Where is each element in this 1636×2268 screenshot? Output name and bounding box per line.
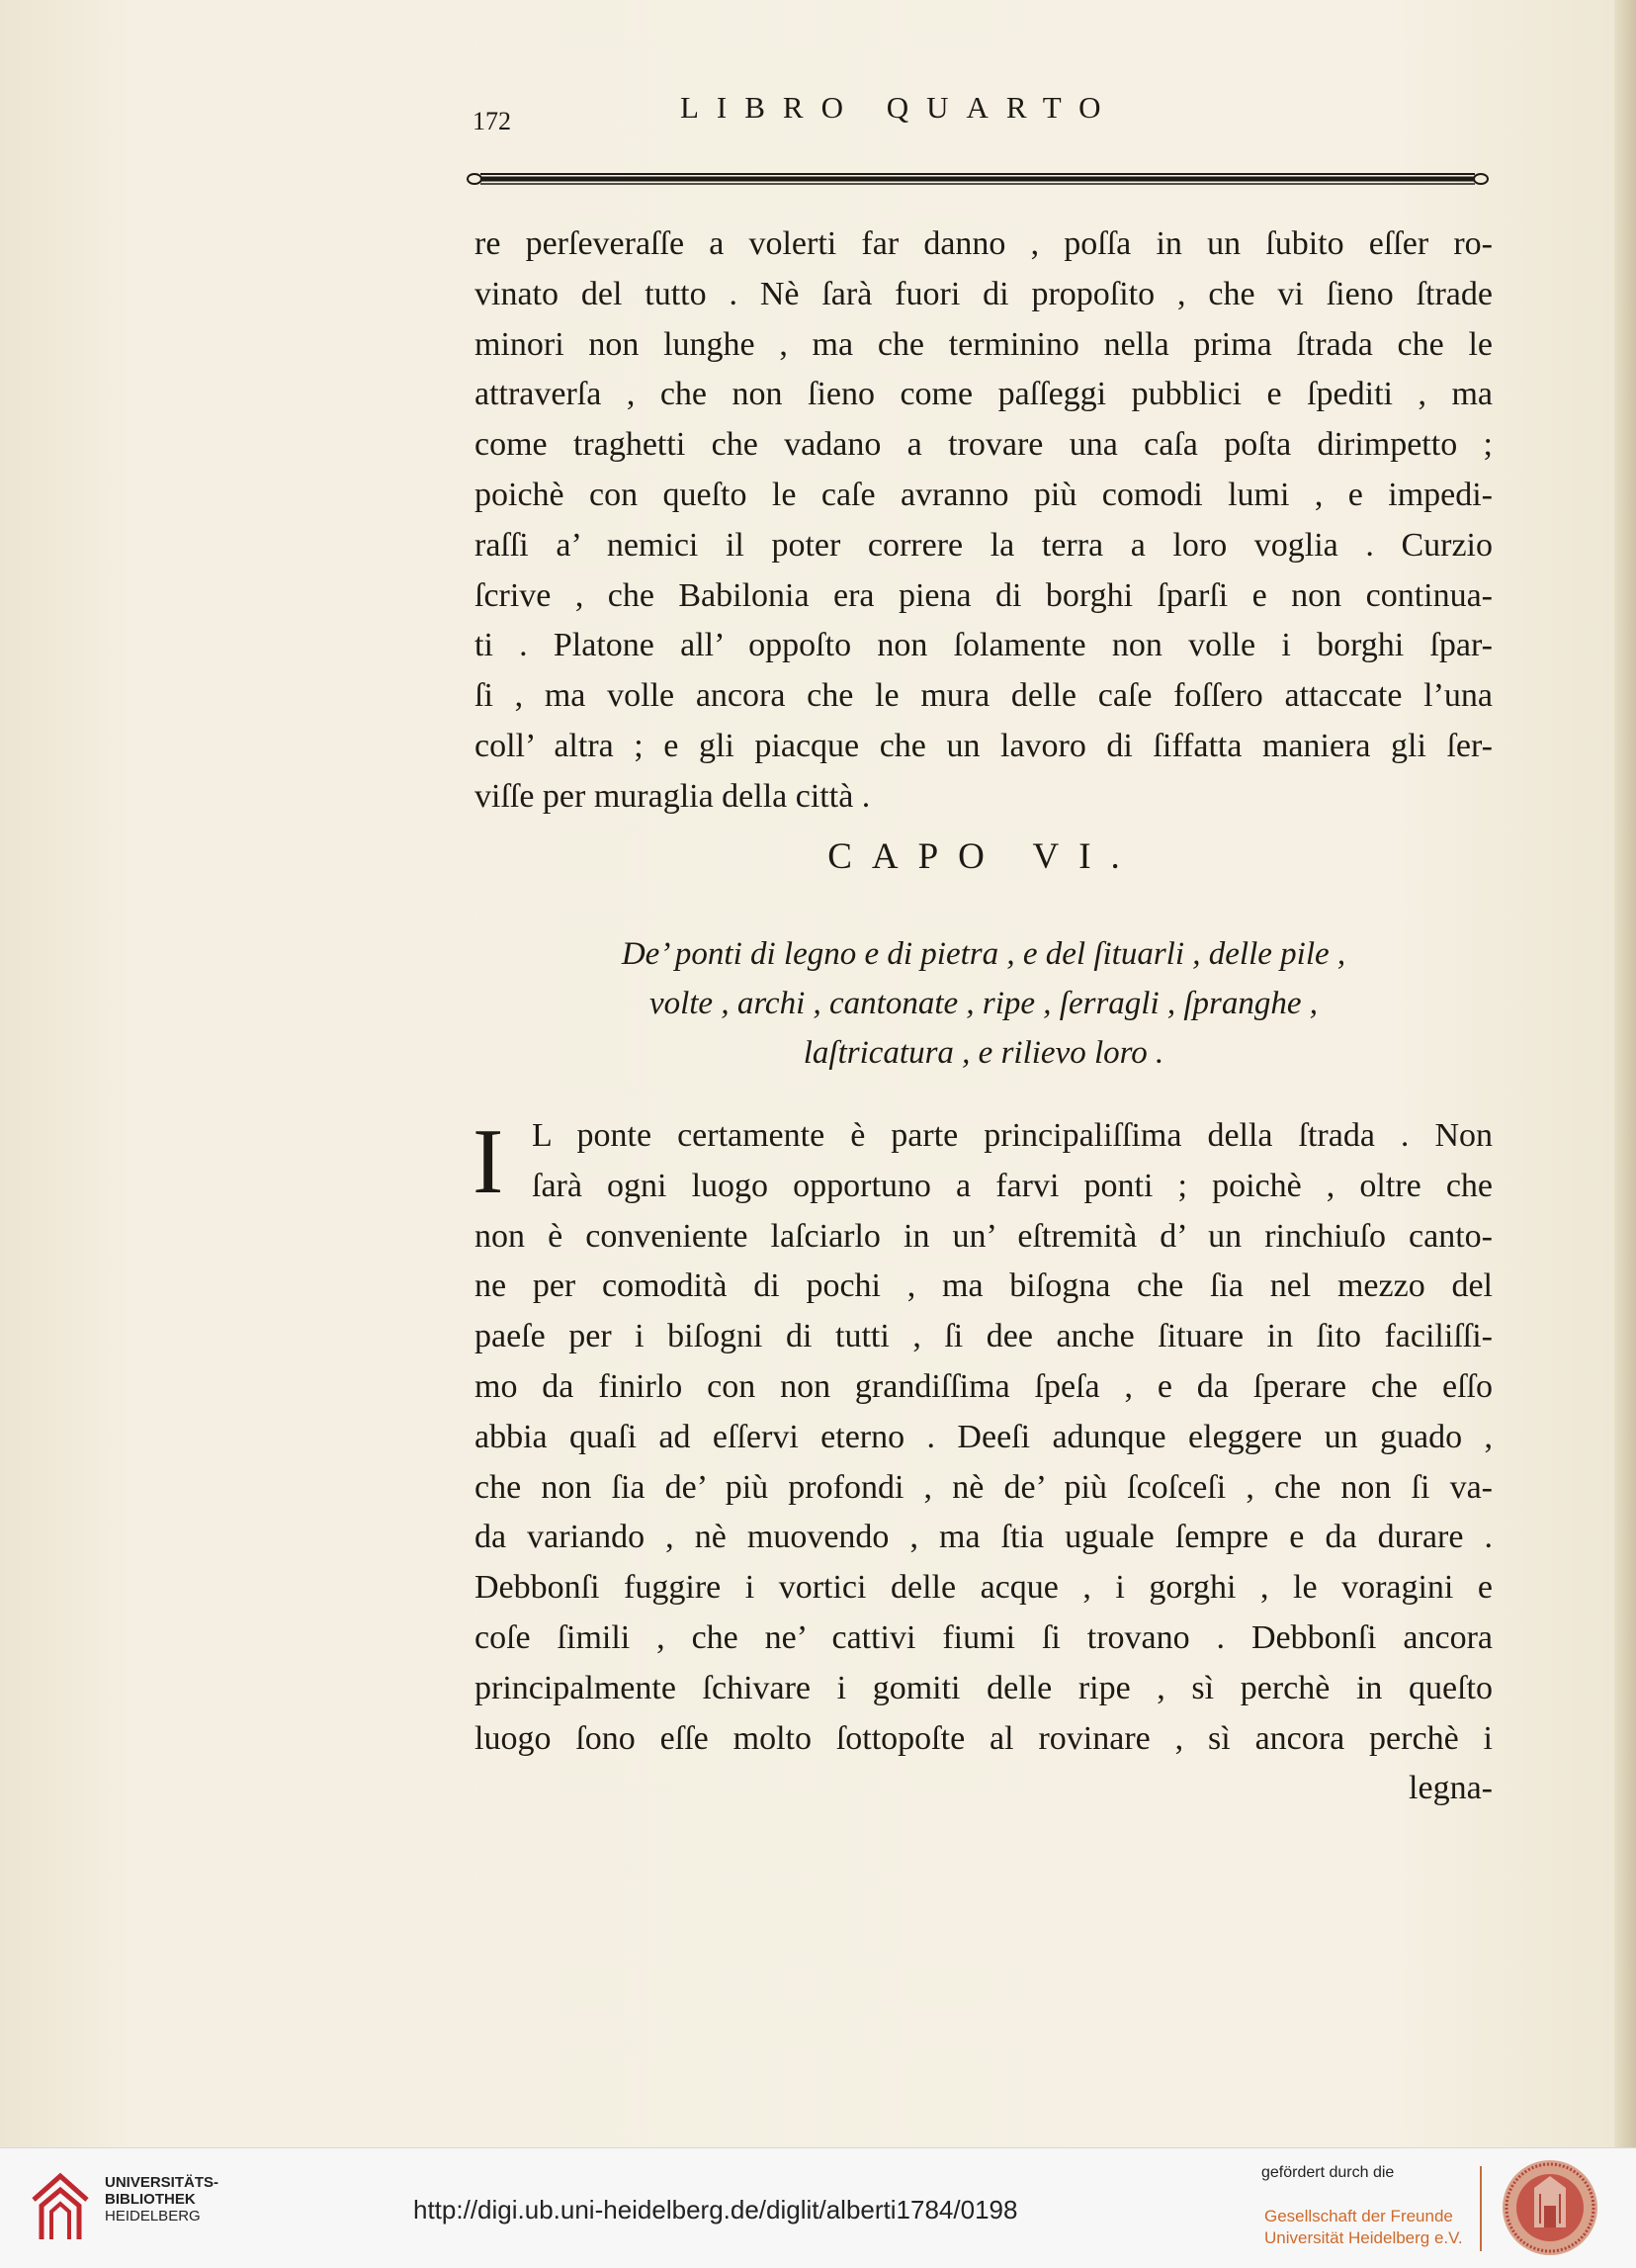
text-line: vinato del tutto . Nè ſarà fuori di propoſito , che vi ſieno ſtrade (474, 275, 1493, 312)
library-name-line: BIBLIOTHEK (105, 2191, 196, 2208)
text-line: poichè con queſto le caſe avranno più comodi lumi , e impedi- (474, 476, 1493, 513)
text-line: ti . Platone all’ oppoſto non ſolamente non volle i borghi ſpar- (474, 627, 1493, 664)
text-line: Debbonſi fuggire i vortici delle acque , i gorghi , le voragini e (474, 1569, 1493, 1607)
text-line: ſi , ma volle ancora che le mura delle caſe foſſero attaccate l’una (474, 677, 1493, 715)
digitization-footer (0, 2147, 1636, 2268)
library-name-line: HEIDELBERG (105, 2208, 201, 2224)
ornamental-rule (467, 169, 1490, 187)
society-name-line: Universität Heidelberg e.V. (1264, 2228, 1463, 2247)
library-name-line: UNIVERSITÄTS- (105, 2174, 219, 2191)
running-head: LIBRO QUARTO (680, 90, 1119, 125)
text-line: attraverſa , che non ſieno come paſſeggi pubblici e ſpediti , ma (474, 376, 1493, 413)
text-line: abbia quaſi ad eſſervi eterno . Deeſi adunque eleggere un guado , (474, 1418, 1493, 1455)
paragraph-1 (474, 219, 1493, 823)
text-line: re perſeveraſſe a volerti far danno , poſſa in un ſubito eſſer ro- (474, 225, 1493, 262)
text-line: ſcrive , che Babilonia era piena di borghi ſparſi e non continua- (474, 576, 1493, 614)
text-line: raſſi a’ nemici il poter correre la terra a loro voglia . Curzio (474, 526, 1493, 564)
subtitle-line: laſtricatura , e rilievo loro . (803, 1035, 1164, 1071)
text-line: da variando , nè muovendo , ma ſtia uguale ſempre e da durare . (474, 1519, 1493, 1556)
subtitle-line: volte , archi , cantonate , ripe , ſerragli , ſpranghe , (648, 986, 1319, 1021)
text-line: L ponte certamente è parte principaliſſima della ſtrada . Non (532, 1117, 1493, 1154)
library-name (105, 2174, 218, 2224)
page-edge (1614, 0, 1636, 2147)
text-line: ſarà ogni luogo opportuno a farvi ponti ; poichè , oltre che (532, 1167, 1493, 1204)
text-line: minori non lunghe , ma che terminino nella prima ſtrada che le (474, 325, 1493, 363)
text-line: coſe ſimili , che ne’ cattivi fiumi ſi trovano . Debbonſi ancora (474, 1618, 1493, 1656)
page-number: 172 (473, 107, 511, 135)
chapter-subtitle (474, 929, 1493, 1078)
text-line: viſſe per muraglia della città . (474, 777, 871, 815)
text-line: luogo ſono eſſe molto ſottopoſte al rovinare , sì ancora perchè i (474, 1719, 1493, 1757)
text-line: paeſe per i biſogni di tutti , ſi dee anche ſituare in ſito faciliſſi- (474, 1318, 1493, 1355)
permalink-url[interactable]: http://digi.ub.uni-heidelberg.de/diglit/alberti1784/0198 (413, 2195, 1018, 2224)
subtitle-line: De’ ponti di legno e di pietra , e del ſituarli , delle pile , (621, 936, 1346, 972)
university-seal-icon (1501, 2158, 1599, 2257)
text-line: che non ſia de’ più profondi , nè de’ più ſcoſceſi , che non ſi va- (474, 1468, 1493, 1506)
catchword: legna- (1409, 1770, 1493, 1807)
text-line: non è conveniente laſciarlo in un’ eſtremità d’ un rinchiuſo canto- (474, 1217, 1493, 1255)
paragraph-2 (474, 1111, 1493, 1814)
page-header (473, 87, 1496, 136)
text-line: coll’ altra ; e gli piacque che un lavoro di ſiffatta maniera gli ſer- (474, 727, 1493, 764)
text-line: mo da finirlo con non grandiſſima ſpeſa , e da ſperare che eſſo (474, 1367, 1493, 1405)
chapter-title: CAPO VI. (827, 836, 1140, 877)
society-name[interactable] (1264, 2206, 1463, 2249)
drop-cap: I (473, 1110, 504, 1213)
society-name-line: Gesellschaft der Freunde (1264, 2207, 1453, 2225)
university-library-logo-icon[interactable] (28, 2166, 93, 2245)
text-line: come traghetti che vadano a trovare una caſa poſta dirimpetto ; (474, 426, 1493, 464)
text-line: principalmente ſchivare i gomiti delle ripe , sì perchè in queſto (474, 1669, 1493, 1706)
funded-by-label: gefördert durch die (1261, 2164, 1395, 2181)
footer-divider (1480, 2166, 1482, 2251)
text-line: ne per comodità di pochi , ma biſogna che ſia nel mezzo del (474, 1267, 1493, 1305)
